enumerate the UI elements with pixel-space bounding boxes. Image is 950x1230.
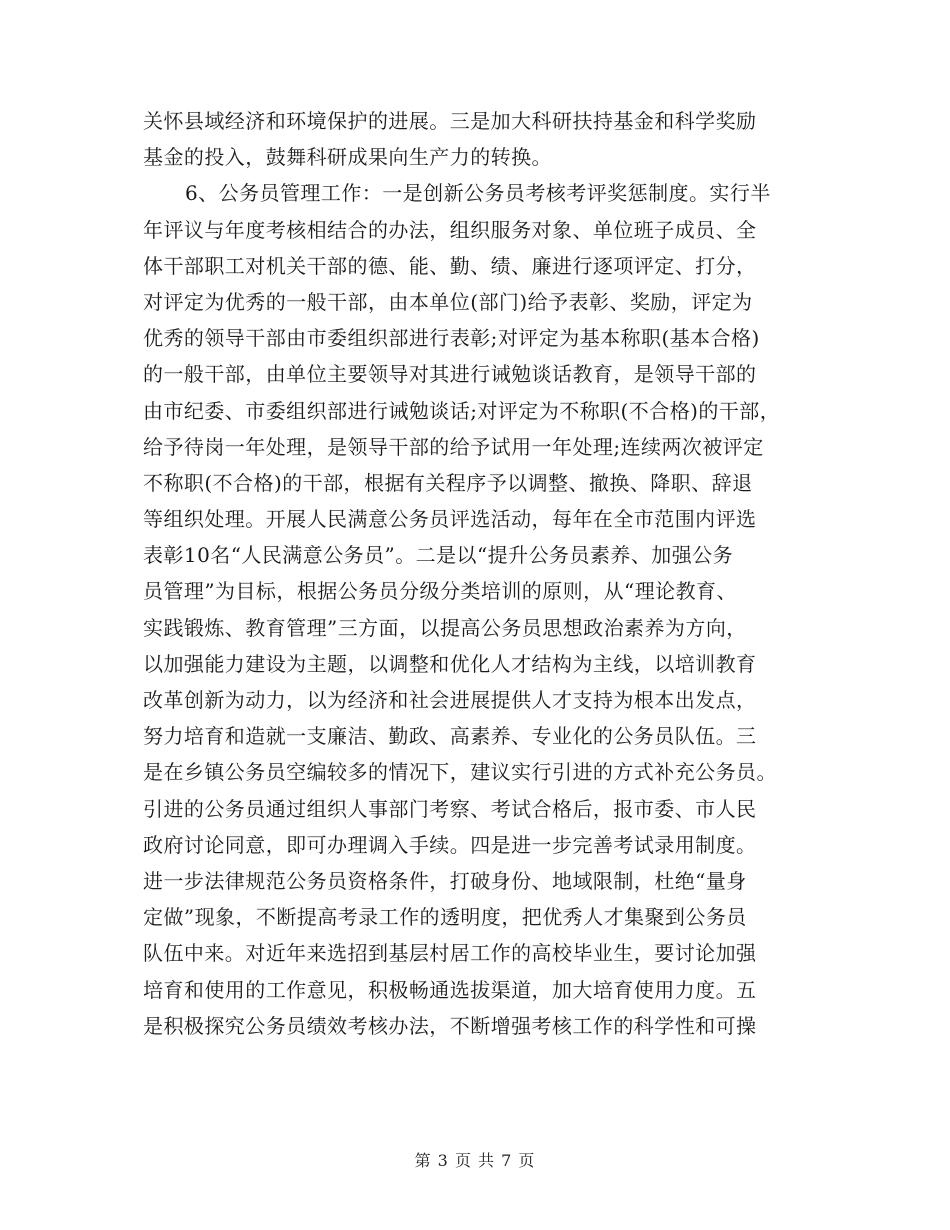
text-line-24: 队伍中来。对近年来选招到基层村居工作的高校毕业生，要讨论加强 [143, 941, 757, 966]
text-line-26: 是积极探究公务员绩效考核办法，不断增强考核工作的科学性和可操 [143, 1013, 757, 1038]
text-line-19: 是在乡镇公务员空编较多的情况下，建议实行引进的方式补充公务员。 [143, 760, 777, 785]
text-line-9: 由市纪委、市委组织部进行诫勉谈话;对评定为不称职(不合格)的干部， [143, 398, 781, 423]
text-line-21: 政府讨论同意，即可办理调入手续。四是进一步完善考试录用制度。 [143, 832, 757, 857]
text-line-7: 优秀的领导干部由市委组织部进行表彰;对评定为基本称职(基本合格) [143, 326, 760, 351]
text-line-3: 6、公务员管理工作：一是创新公务员考核考评奖惩制度。实行半 [185, 181, 771, 206]
text-line-11: 不称职(不合格)的干部，根据有关程序予以调整、撤换、降职、辞退 [143, 470, 753, 495]
text-line-1: 关怀县域经济和环境保护的进展。三是加大科研扶持基金和科学奖励 [143, 109, 757, 133]
text-line-17: 改革创新为动力，以为经济和社会进展提供人才支持为根本出发点， [143, 688, 757, 712]
text-line-16: 以加强能力建设为主题，以调整和优化人才结构为主线，以培训教育 [143, 651, 757, 676]
text-line-13: 表彰10名“人民满意公务员”。二是以“提升公务员素养、加强公务 [143, 543, 734, 568]
text-line-14: 员管理”为目标，根据公务员分级分类培训的原则，从“理论教育、 [143, 579, 737, 604]
page-number-footer: 第 3 页 共 7 页 [414, 1151, 536, 1170]
text-line-6: 对评定为优秀的一般干部，由本单位(部门)给予表彰、奖励，评定为 [143, 289, 753, 314]
document-body [143, 103, 823, 1044]
text-line-20: 引进的公务员通过组织人事部门考察、考试合格后，报市委、市人民 [143, 796, 757, 821]
text-line-18: 努力培育和造就一支廉洁、勤政、高素养、专业化的公务员队伍。三 [143, 724, 757, 749]
text-line-4: 年评议与年度考核相结合的办法，组织服务对象、单位班子成员、全 [143, 217, 757, 242]
text-line-12: 等组织处理。开展人民满意公务员评选活动，每年在全市范围内评选 [143, 507, 757, 532]
text-line-5: 体干部职工对机关干部的德、能、勤、绩、廉进行逐项评定、打分， [143, 253, 757, 278]
text-line-23: 定做”现象，不断提高考录工作的透明度，把优秀人才集聚到公务员 [143, 905, 747, 930]
text-line-22: 进一步法律规范公务员资格条件，打破身份、地域限制，杜绝“量身 [143, 868, 747, 893]
text-line-25: 培育和使用的工作意见，积极畅通选拔渠道，加大培育使用力度。五 [143, 977, 757, 1002]
text-line-8: 的一般干部，由单位主要领导对其进行诫勉谈话教育，是领导干部的 [143, 362, 757, 387]
text-line-15: 实践锻炼、教育管理”三方面，以提高公务员思想政治素养为方向， [143, 615, 747, 640]
text-line-2: 基金的投入，鼓舞科研成果向生产力的转换。 [143, 145, 552, 170]
text-line-10: 给予待岗一年处理，是领导干部的给予试用一年处理;连续两次被评定 [143, 434, 764, 459]
